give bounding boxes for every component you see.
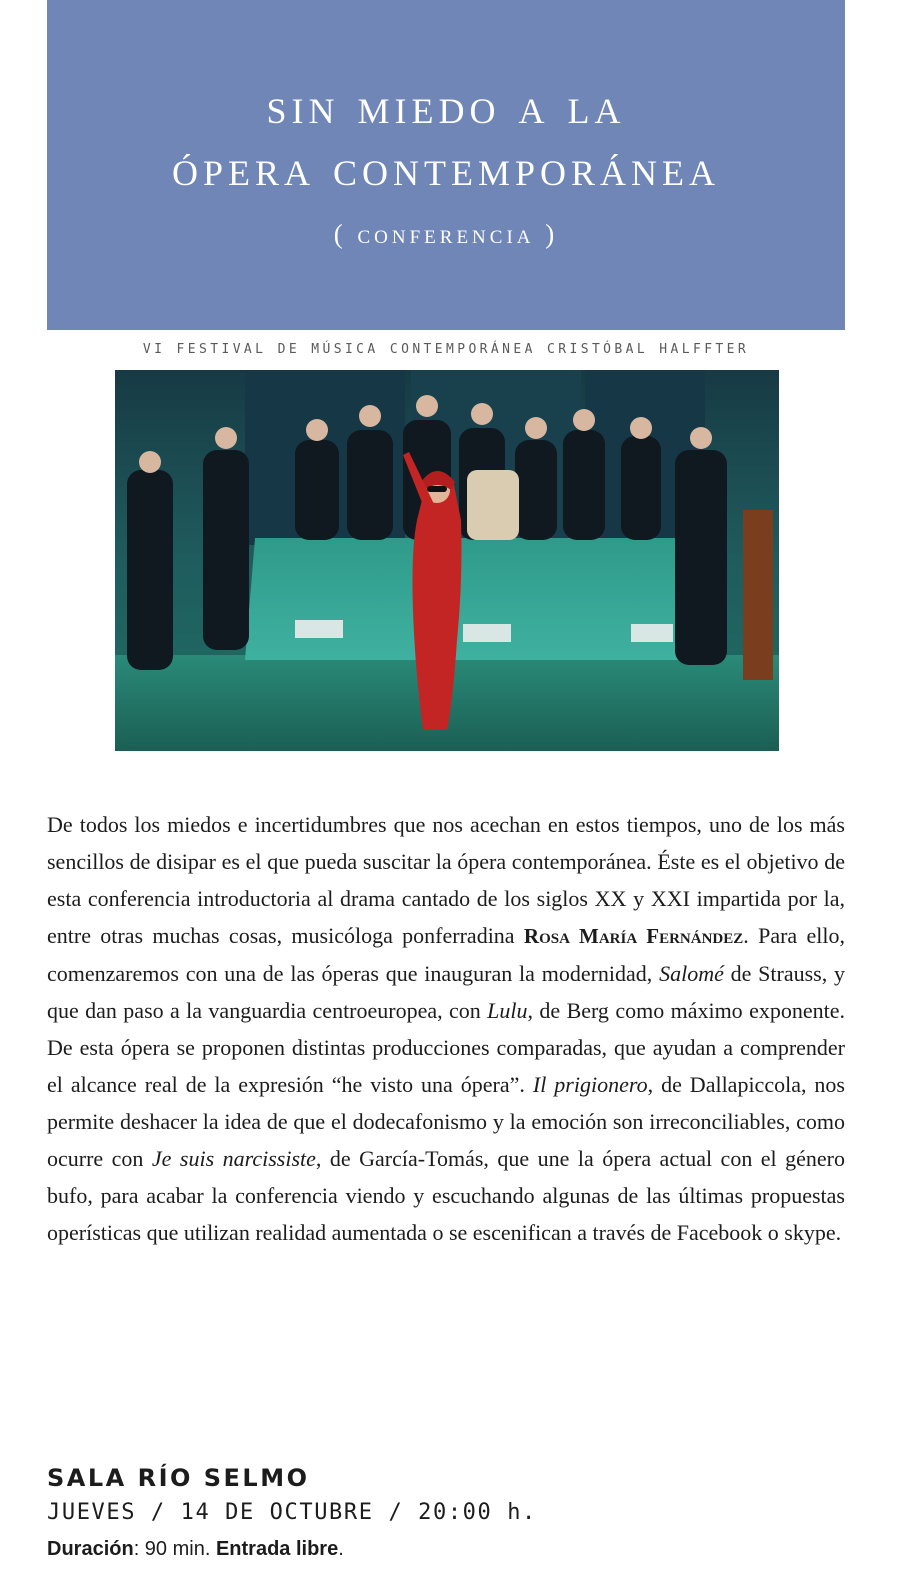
duration-label: Duración xyxy=(47,1538,134,1560)
opera-stage-photo xyxy=(115,370,779,751)
page-title-line-1: sin miedo a la xyxy=(266,78,626,135)
event-date: JUEVES / 14 DE OCTUBRE / 20:00 h. xyxy=(47,1500,537,1525)
title-banner xyxy=(47,0,845,330)
description-text: . Para ello, comenzaremos con una de las óperas que inauguran la modernidad, xyxy=(47,923,845,986)
work-title: Il prigionero xyxy=(532,1072,648,1097)
work-title: Lulu xyxy=(487,998,528,1023)
work-title: Salomé xyxy=(659,961,724,986)
entry-suffix: . xyxy=(338,1538,344,1560)
work-title: Je suis narcissiste xyxy=(151,1146,316,1171)
event-type-subtitle: ( conferencia ) xyxy=(333,219,559,249)
description-text: de Strauss, y que dan paso a la vanguardia centroeuropea, con xyxy=(47,961,846,1023)
duration-value: : 90 min. xyxy=(133,1538,216,1560)
description-text: , de Berg como máximo exponente. De esta ópera se proponen distintas producciones comparadas, que ayudan a comprender el alcance real de la expresión “he visto una ópera”. xyxy=(47,998,845,1097)
description-text: De todos los miedos e incertidumbres que nos acechan en estos tiempos, uno de los más sencillos de disipar es el que pueda suscitar la ópera contemporánea. Éste es el objetivo de esta conferencia introductoria al drama cantado de los siglos XX y XXI impartida por la, entre otras muchas cosas, musicóloga ponferradina xyxy=(47,812,845,948)
description-text: , de Dallapiccola, nos permite deshacer la idea de que el dodecafonismo y la emoción son irreconciliables, como ocurre con xyxy=(47,1072,845,1171)
description-text: , de García-Tomás, que une la ópera actual con el género bufo, para acabar la conferencia viendo y escuchando algunas de las últimas propuestas operísticas que utilizan realidad aumentada o se escenifican a través de Facebook o skype. xyxy=(47,1146,845,1245)
page-title-line-2: ópera contemporánea xyxy=(171,140,721,197)
speaker-name: Rosa María Fernández xyxy=(523,924,744,948)
venue-name: SALA RÍO SELMO xyxy=(47,1464,310,1492)
entry-info: Entrada libre xyxy=(215,1538,339,1560)
event-description xyxy=(47,806,845,1251)
event-details xyxy=(47,1538,344,1561)
festival-name: VI FESTIVAL DE MÚSICA CONTEMPORÁNEA CRISTÓBAL HALFFTER xyxy=(142,342,750,357)
